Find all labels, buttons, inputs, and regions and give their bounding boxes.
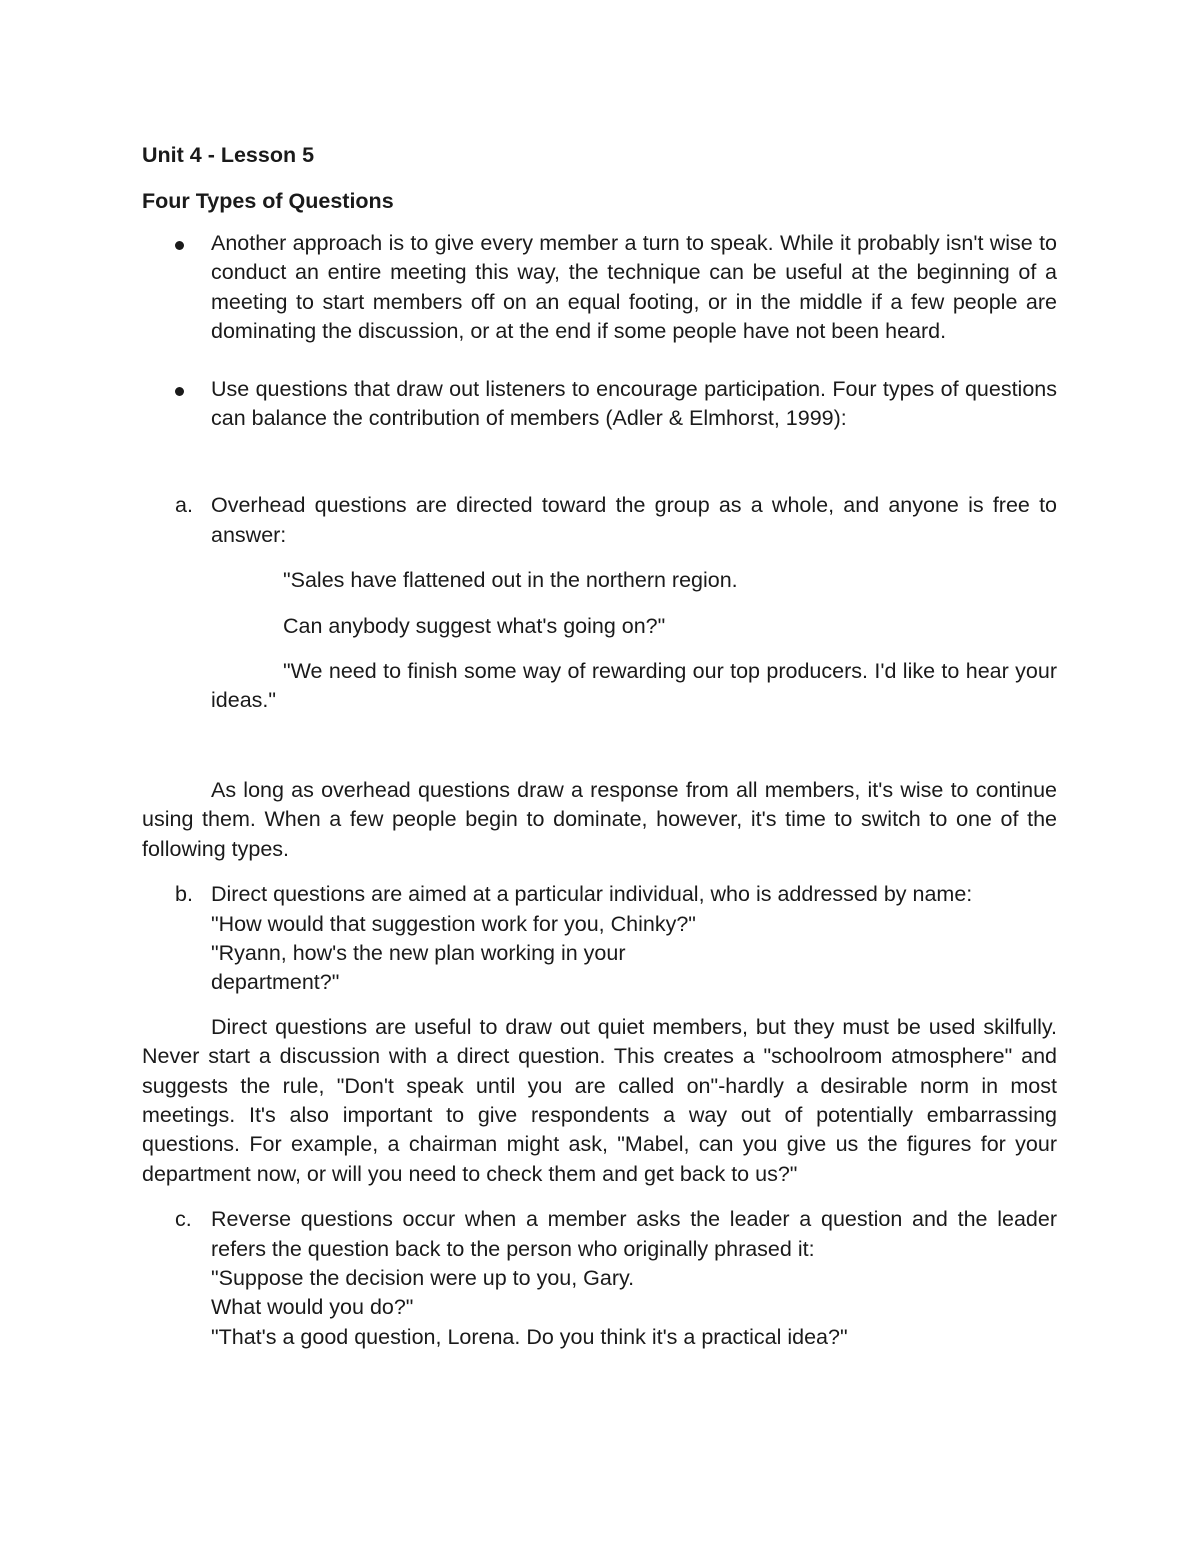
example-quote: department?": [211, 970, 340, 995]
body-paragraph: Direct questions are useful to draw out quiet members, but they must be used skilfully. Never start a discussion with a direct question. This creates a "schoolroom atmosphere" and suggests the rule, "Don't speak until you are called on"-hardly a desirable norm in most meetings. It's also important to give respondents a way out of potentially embarrassing questions. For example, a chairman might ask, "Mabel, can you give us the figures for your department now, or will you need to check them and get back to us?": [142, 1014, 1057, 1186]
example-quote: What would you do?": [211, 1295, 414, 1320]
bullet-text: Another approach is to give every member a turn to speak. While it probably isn't wise to conduct an entire meeting this way, the technique can be useful at the beginning of a meeting to start members off on an equal footing, or in the middle if a few people are dominating the discussion, or at the end if some people have not been heard.: [211, 231, 1057, 344]
list-marker: b.: [175, 882, 193, 907]
bullet-item: [142, 229, 1057, 347]
example-quote: "We need to finish some way of rewarding our top producers. I'd like to hear your ideas.": [211, 659, 1057, 713]
lesson-title: Unit 4 - Lesson 5: [142, 143, 315, 167]
bullet-item: [142, 375, 1057, 434]
bullet-icon: [175, 241, 184, 250]
document-body: [142, 138, 1057, 1352]
list-item-a: [142, 491, 1057, 550]
body-paragraph: As long as overhead questions draw a response from all members, it's wise to continue using them. When a few people begin to dominate, however, it's time to switch to one of the following types.: [142, 777, 1057, 861]
example-quote: "Sales have flattened out in the northern region.: [283, 568, 738, 593]
list-item-b: [142, 880, 1057, 998]
list-item-text: Overhead questions are directed toward the group as a whole, and anyone is free to answer:: [211, 493, 1057, 547]
list-marker: a.: [175, 493, 193, 518]
list-marker: c.: [175, 1207, 192, 1232]
example-quote: "How would that suggestion work for you, Chinky?": [211, 911, 696, 936]
example-quote: "Ryann, how's the new plan working in your: [211, 940, 626, 965]
example-quote: Can anybody suggest what's going on?": [283, 613, 666, 638]
list-item-text: Reverse questions occur when a member asks the leader a question and the leader refers the question back to the person who originally phrased it:: [211, 1207, 1057, 1261]
list-item-text: Direct questions are aimed at a particular individual, who is addressed by name:: [211, 882, 973, 907]
list-item-c: [142, 1205, 1057, 1352]
example-quote: "That's a good question, Lorena. Do you think it's a practical idea?": [211, 1324, 848, 1349]
bullet-icon: [175, 387, 184, 396]
example-quote: "Suppose the decision were up to you, Gary.: [211, 1265, 635, 1290]
section-heading: Four Types of Questions: [142, 189, 394, 213]
bullet-text: Use questions that draw out listeners to encourage participation. Four types of questions can balance the contribution of members (Adler & Elmhorst, 1999):: [211, 376, 1057, 431]
